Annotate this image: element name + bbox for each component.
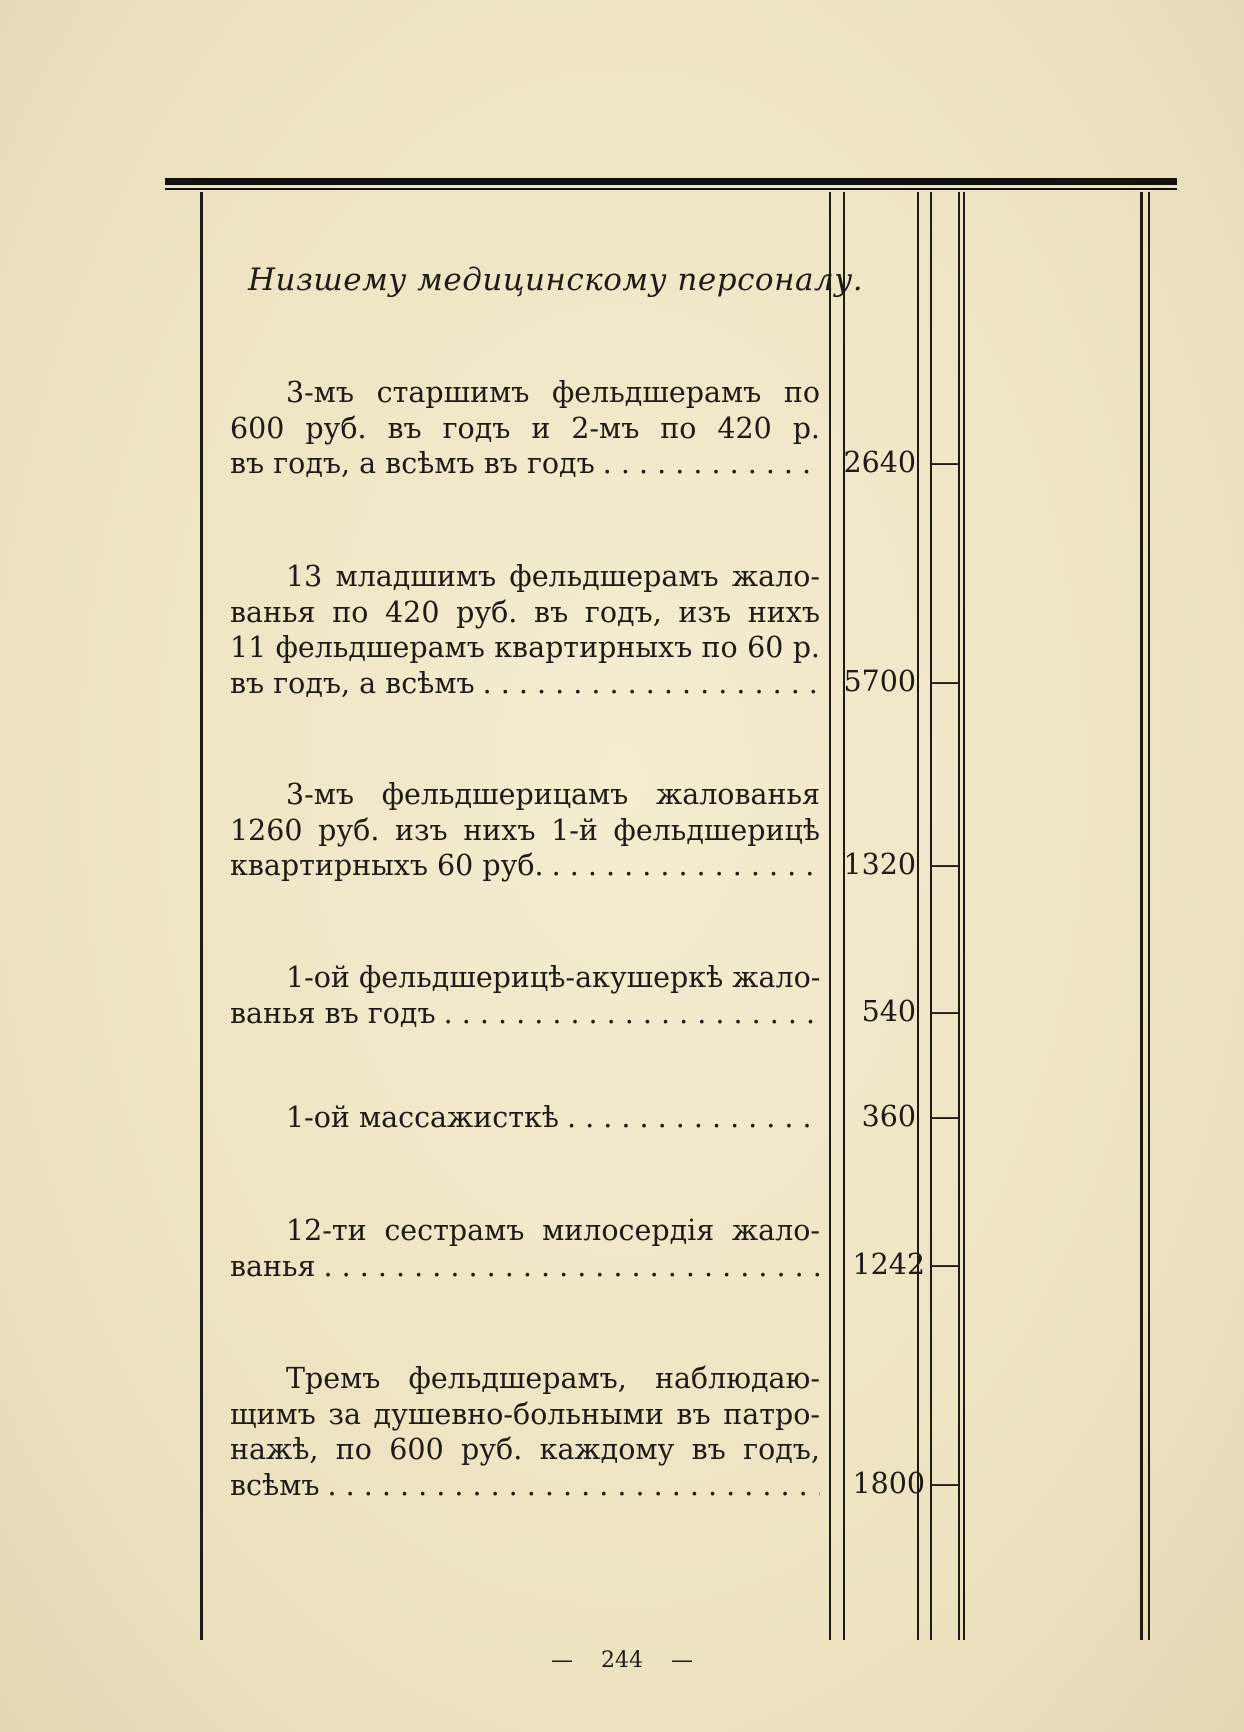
amount-value: 1800 — [852, 1467, 925, 1500]
entry-line: 600 руб. въ годъ и 2-мъ по 420 р. — [230, 411, 820, 445]
page-number — [0, 1648, 1244, 1673]
kopecks-dash: — — [930, 848, 960, 881]
entry-line: Тремъ фельдшерамъ, наблюдаю- — [286, 1362, 820, 1395]
entry-line-text: въ годъ, а всѣмъ въ годъ — [230, 447, 595, 480]
column-rule-left — [200, 192, 203, 1640]
expense-entry — [230, 777, 820, 884]
expense-entry — [230, 960, 820, 1031]
table-top-rule-thin — [165, 188, 1177, 190]
expense-entry — [230, 1361, 820, 1503]
entry-line-text: ванья въ годъ — [230, 996, 436, 1030]
page-number-value: 244 — [601, 1648, 643, 1673]
amount-value: 1242 — [852, 1248, 925, 1281]
entry-line-text: всѣмъ — [230, 1468, 320, 1502]
column-rule-kop-left — [930, 192, 932, 1640]
entry-line-text: ванья — [230, 1249, 316, 1283]
column-rule-amount-left — [829, 192, 831, 1640]
entry-last-line — [230, 996, 820, 1032]
entry-last-line — [230, 1468, 820, 1504]
entry-last-line — [230, 1249, 820, 1285]
column-rule-right-outer — [1148, 192, 1150, 1640]
column-rule-right — [1140, 192, 1143, 1640]
kopecks-dash: — — [930, 1467, 960, 1500]
column-rule-kop-right-inner — [963, 192, 965, 1640]
entry-last-line — [230, 666, 820, 702]
entry-line: 3-мъ фельдшерицамъ жалованья — [286, 778, 820, 811]
dot-leader — [320, 1468, 821, 1504]
amount-value: 5700 — [843, 665, 916, 698]
entry-line: 13 младшимъ фельдшерамъ жало- — [286, 560, 820, 593]
page-number-dash-right: — — [671, 1648, 693, 1673]
amount-value: 360 — [861, 1100, 916, 1133]
table-top-rule — [165, 178, 1177, 185]
entry-line: 12-ти сестрамъ милосердія жало- — [286, 1214, 820, 1247]
dot-leader — [559, 1100, 820, 1136]
expense-entry — [230, 1213, 820, 1284]
entry-line-text: въ годъ, а всѣмъ — [230, 666, 475, 700]
kopecks-dash: — — [930, 665, 960, 698]
entry-last-line — [230, 848, 820, 884]
column-rule-amount-right — [917, 192, 919, 1640]
kopecks-dash: — — [930, 1100, 960, 1133]
column-rule-kop-right — [958, 192, 960, 1640]
expense-entry — [230, 375, 820, 482]
entry-line-text: квартирныхъ 60 руб. — [230, 849, 544, 882]
amount-value: 1320 — [843, 848, 916, 881]
amount-value: 2640 — [843, 446, 916, 479]
kopecks-dash: — — [930, 446, 960, 479]
entry-line: 3-мъ старшимъ фельдшерамъ по — [286, 376, 820, 409]
entry-last-line — [230, 446, 820, 482]
column-rule-amount-left-inner — [843, 192, 845, 1640]
dot-leader — [544, 848, 820, 884]
expense-entry — [230, 1100, 820, 1136]
amount-value: 540 — [861, 995, 916, 1028]
entry-line: щимъ за душевно-больными въ патро- — [230, 1397, 820, 1431]
entry-line-text: 1-ой массажисткѣ — [286, 1101, 559, 1134]
dot-leader — [316, 1249, 820, 1285]
entry-line: 1260 руб. изъ нихъ 1-й фельдшерицѣ — [230, 813, 820, 847]
dot-leader — [595, 446, 820, 482]
entry-line: нажѣ, по 600 руб. каждому въ годъ, — [230, 1433, 820, 1466]
dot-leader — [475, 666, 820, 702]
entry-line: 11 фельдшерамъ квартирныхъ по 60 р. — [230, 631, 820, 664]
entry-line: 1-ой фельдшерицѣ-акушеркѣ жало- — [286, 961, 821, 994]
section-heading: Низшему медицинскому персоналу. — [248, 262, 864, 298]
dot-leader — [436, 996, 820, 1032]
entry-last-line — [230, 1100, 820, 1136]
page-number-dash-left: — — [551, 1648, 573, 1673]
expense-entry — [230, 559, 820, 701]
kopecks-dash: — — [930, 1248, 960, 1281]
kopecks-dash: — — [930, 995, 960, 1028]
entry-line: ванья по 420 руб. въ годъ, изъ нихъ — [230, 595, 820, 629]
